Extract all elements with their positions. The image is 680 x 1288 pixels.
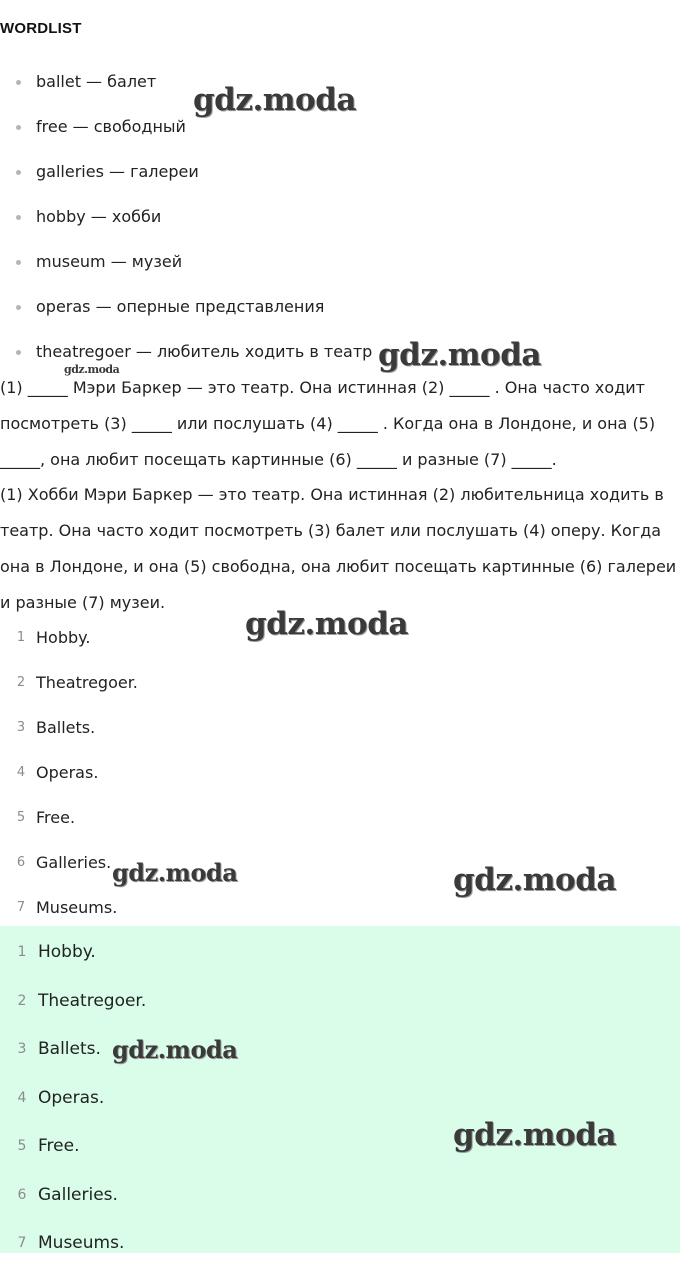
bullet-icon (16, 350, 21, 355)
bullet-icon (16, 80, 21, 85)
wordlist-entry: operas — оперные представления (36, 297, 325, 316)
answer-text: Operas. (36, 763, 99, 782)
answer-item (0, 983, 146, 1032)
answer-text: Galleries. (36, 853, 112, 872)
answer-item (0, 620, 138, 665)
task-text: (1) _____ Мэри Баркер — это театр. Она истинная (2) _____ . Она часто ходит посмотреть (3) _____ или послушать (4) _____ . Когда она в Лондоне, и она (5) _____, она любит посещать картинные (6) _____ и разные (7) _____. (0, 378, 656, 469)
answer-number: 6 (17, 1186, 27, 1203)
answer-item (0, 665, 138, 710)
watermark: gdz.moda (112, 858, 238, 887)
answer-number: 2 (16, 675, 26, 690)
wordlist-entry: theatregoer — любитель ходить в театр (36, 342, 373, 361)
answer-item (0, 934, 146, 983)
highlighted-answer-list (0, 934, 146, 1274)
watermark: gdz.moda (453, 1117, 616, 1153)
watermark: gdz.moda (64, 363, 120, 376)
answer-list (0, 620, 138, 935)
bullet-icon (16, 125, 21, 130)
answer-text: Galleries. (38, 1184, 118, 1205)
answer-item (0, 1128, 146, 1177)
answer-text: Theatregoer. (36, 673, 138, 692)
answer-text: Ballets. (38, 1039, 101, 1059)
answer-text: Free. (38, 1136, 80, 1156)
answer-number: 1 (17, 944, 27, 960)
answer-text: Hobby. (38, 942, 96, 962)
watermark: gdz.moda (245, 606, 408, 642)
answer-text: Museums. (38, 1233, 125, 1253)
answer-number: 1 (16, 630, 26, 645)
wordlist-entry: free — свободный (36, 117, 186, 136)
list-item (0, 288, 372, 333)
watermark: gdz.moda (378, 337, 541, 373)
bullet-icon (16, 260, 21, 265)
answer-item (0, 800, 138, 845)
answer-text: Ballets. (36, 718, 96, 737)
answer-number: 4 (17, 1089, 27, 1106)
wordlist-entry: ballet — балет (36, 72, 157, 91)
answer-item (0, 755, 138, 800)
answer-item (0, 1177, 146, 1226)
watermark: gdz.moda (193, 82, 356, 118)
watermark: gdz.moda (453, 862, 616, 898)
wordlist-entry: hobby — хобби (36, 207, 162, 226)
answer-number: 4 (16, 765, 26, 780)
answer-item (0, 710, 138, 755)
watermark: gdz.moda (112, 1035, 238, 1064)
bullet-icon (16, 170, 21, 175)
wordlist-entry: museum — музей (36, 252, 183, 271)
answer-text: Theatregoer. (38, 990, 147, 1011)
answer-number: 5 (16, 810, 26, 825)
translation-text: (1) Хобби Мэри Баркер — это театр. Она истинная (2) любительница ходить в театр. Она часто ходит посмотреть (3) балет или послушать (4) оперу. Когда она в Лондоне, и она (5) свободна, она любит посещать картинные (6) галереи и разные (7) музеи. (0, 485, 677, 612)
wordlist-entry: galleries — галереи (36, 162, 199, 181)
answer-number: 5 (17, 1138, 27, 1154)
answer-text: Museums. (36, 898, 118, 917)
list-item (0, 153, 372, 198)
answer-text: Operas. (38, 1087, 105, 1108)
answer-number: 3 (16, 720, 26, 735)
answer-number: 2 (17, 992, 27, 1009)
list-item (0, 198, 372, 243)
bullet-icon (16, 215, 21, 220)
answer-number: 7 (16, 900, 26, 915)
answer-text: Hobby. (36, 628, 91, 647)
answer-item (0, 1225, 146, 1274)
list-item (0, 243, 372, 288)
answer-number: 3 (17, 1041, 27, 1057)
answer-text: Free. (36, 808, 76, 827)
answer-highlight-box (0, 926, 680, 1253)
answer-number: 6 (16, 855, 26, 870)
answer-item (0, 1080, 146, 1129)
wordlist-heading: WORDLIST (0, 20, 82, 37)
bullet-icon (16, 305, 21, 310)
answer-number: 7 (17, 1235, 27, 1251)
